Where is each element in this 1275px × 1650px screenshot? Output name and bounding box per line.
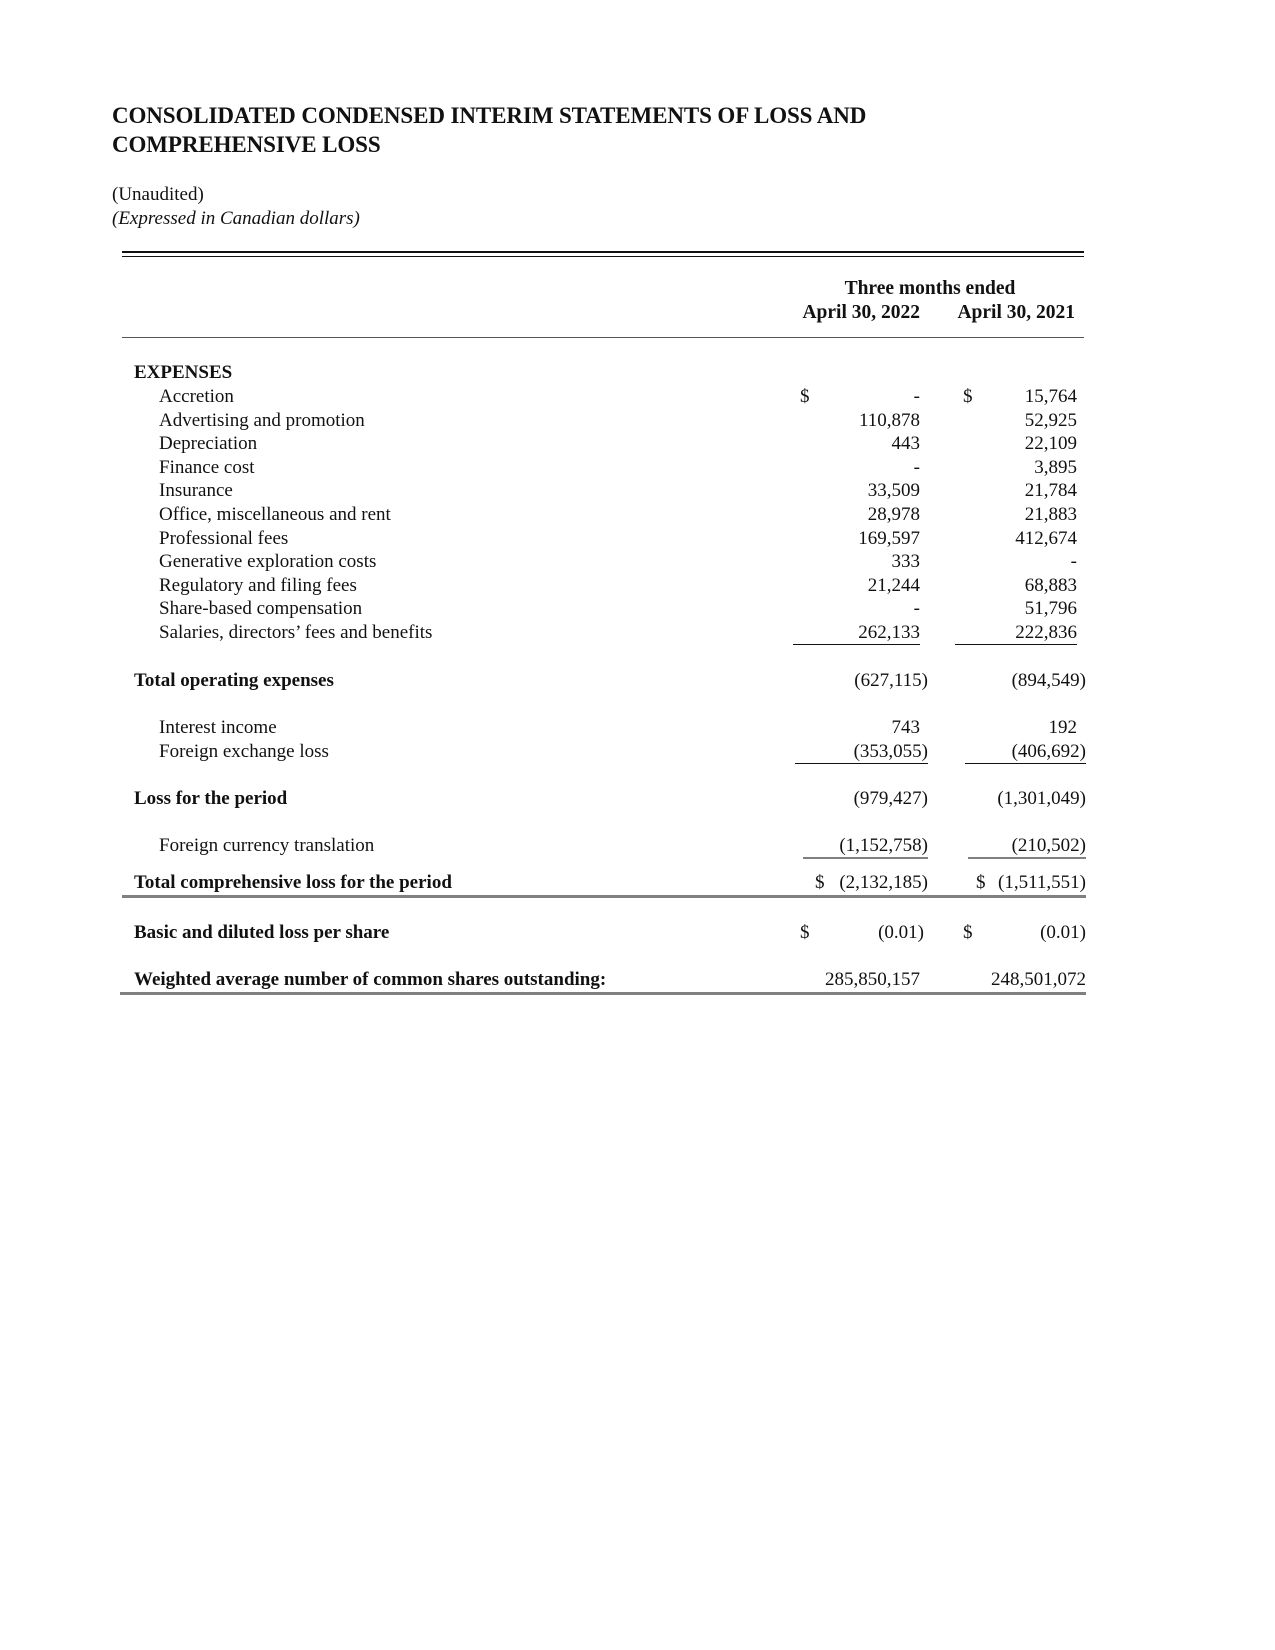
expenses-subtotal-rule-2021 — [955, 644, 1077, 645]
currency-symbol: $ — [963, 386, 973, 407]
interest-income-2021: 192 — [1048, 717, 1077, 738]
expense-value-2022: 262,133 — [858, 622, 920, 643]
expense-label: Salaries, directors’ fees and benefits — [159, 622, 433, 643]
weighted-shares-2021: 248,501,072 — [991, 969, 1086, 990]
fct-label: Foreign currency translation — [159, 835, 375, 856]
expense-value-2022: 33,509 — [867, 480, 920, 501]
currency-symbol: $ — [976, 872, 986, 893]
fx-loss-2021: (406,692) — [1011, 741, 1086, 762]
expense-label: Professional fees — [159, 528, 289, 549]
eps-2021: (0.01) — [1040, 922, 1086, 943]
total-comprehensive-label: Total comprehensive loss for the period — [134, 872, 452, 893]
expense-value-2021: 21,883 — [1024, 504, 1077, 525]
expense-value-2021: 21,784 — [1024, 480, 1077, 501]
expenses-heading: EXPENSES — [134, 362, 233, 383]
expense-label: Share-based compensation — [159, 598, 363, 619]
expense-label: Advertising and promotion — [159, 410, 365, 431]
total-opex-label: Total operating expenses — [134, 670, 334, 691]
top-rule — [122, 251, 1084, 253]
expense-value-2021: 222,836 — [1015, 622, 1077, 643]
expense-label: Office, miscellaneous and rent — [159, 504, 391, 525]
fct-2021: (210,502) — [1011, 835, 1086, 856]
statement-title-line2: COMPREHENSIVE LOSS — [112, 132, 381, 157]
subtotal-rule-2021 — [965, 763, 1086, 764]
eps-2022: (0.01) — [878, 922, 924, 943]
expense-value-2022: - — [913, 386, 920, 407]
fct-rule-2021 — [968, 857, 1086, 859]
expense-value-2021: - — [1070, 551, 1077, 572]
expense-value-2021: 68,883 — [1024, 575, 1077, 596]
top-rule-thin — [122, 256, 1084, 257]
expense-value-2021: 412,674 — [1015, 528, 1077, 549]
expense-label: Insurance — [159, 480, 233, 501]
eps-label: Basic and diluted loss per share — [134, 922, 390, 943]
total-comprehensive-2022: (2,132,185) — [839, 872, 928, 893]
expense-value-2022: 110,878 — [858, 410, 920, 431]
expense-label: Accretion — [159, 386, 234, 407]
currency-symbol: $ — [815, 872, 825, 893]
loss-period-2022: (979,427) — [853, 788, 928, 809]
expense-label: Finance cost — [159, 457, 255, 478]
fx-loss-2022: (353,055) — [853, 741, 928, 762]
expense-value-2022: - — [913, 457, 920, 478]
currency-symbol: $ — [800, 386, 810, 407]
expense-value-2022: - — [913, 598, 920, 619]
fx-loss-label: Foreign exchange loss — [159, 741, 329, 762]
expense-value-2021: 51,796 — [1024, 598, 1077, 619]
expense-value-2022: 443 — [891, 433, 920, 454]
column-header-2021: April 30, 2021 — [957, 302, 1075, 323]
fct-rule-2022 — [803, 857, 928, 859]
total-comprehensive-rule — [122, 895, 1086, 898]
unaudited-note: (Unaudited) — [112, 184, 204, 205]
expense-label: Regulatory and filing fees — [159, 575, 357, 596]
expense-value-2022: 21,244 — [867, 575, 920, 596]
bottom-rule — [120, 992, 1086, 995]
expense-value-2021: 52,925 — [1024, 410, 1077, 431]
weighted-shares-2022: 285,850,157 — [825, 969, 920, 990]
currency-symbol: $ — [963, 922, 973, 943]
total-opex-2021: (894,549) — [1011, 670, 1086, 691]
expense-label: Depreciation — [159, 433, 258, 454]
statement-title-line1: CONSOLIDATED CONDENSED INTERIM STATEMENTS OF LOSS AND — [112, 103, 867, 128]
expense-value-2021: 22,109 — [1024, 433, 1077, 454]
expense-value-2022: 333 — [891, 551, 920, 572]
expense-value-2021: 15,764 — [1024, 386, 1077, 407]
weighted-shares-label: Weighted average number of common shares outstanding: — [134, 969, 607, 990]
period-group-header: Three months ended — [844, 278, 1016, 299]
total-comprehensive-2021: (1,511,551) — [998, 872, 1086, 893]
currency-note: (Expressed in Canadian dollars) — [112, 208, 360, 229]
total-opex-2022: (627,115) — [854, 670, 928, 691]
expense-value-2022: 28,978 — [867, 504, 920, 525]
column-header-2022: April 30, 2022 — [802, 302, 920, 323]
interest-income-label: Interest income — [159, 717, 277, 738]
interest-income-2022: 743 — [891, 717, 920, 738]
currency-symbol: $ — [800, 922, 810, 943]
expenses-subtotal-rule-2022 — [793, 644, 920, 645]
expense-value-2021: 3,895 — [1034, 457, 1077, 478]
loss-period-label: Loss for the period — [134, 788, 288, 809]
fct-2022: (1,152,758) — [839, 835, 928, 856]
subtotal-rule-2022 — [795, 763, 928, 764]
expense-label: Generative exploration costs — [159, 551, 377, 572]
header-rule — [122, 337, 1084, 338]
expense-value-2022: 169,597 — [858, 528, 920, 549]
loss-period-2021: (1,301,049) — [997, 788, 1086, 809]
